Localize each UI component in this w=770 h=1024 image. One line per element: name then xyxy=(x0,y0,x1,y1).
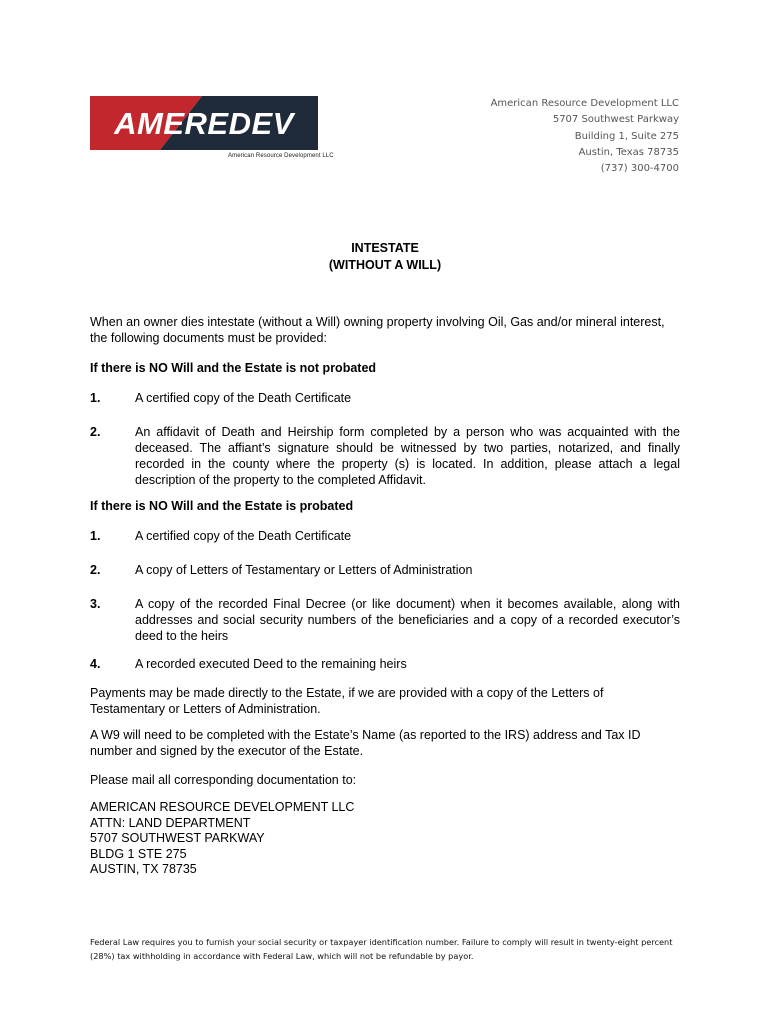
w9-paragraph: A W9 will need to be completed with the Estate’s Name (as reported to the IRS) address and Tax ID number and signed by the executor of the Estate. xyxy=(90,728,641,758)
address-phone: (737) 300-4700 xyxy=(600,163,679,175)
document-title xyxy=(0,240,770,274)
list-item-text: A copy of the recorded Final Decree (or like document) when it becomes available, along with addresses and social security numbers of the beneficiaries and a copy of a recorded executor’s deed to the heirs xyxy=(135,597,680,643)
logo-tagline: American Resource Development LLC xyxy=(228,153,334,159)
list-item-number: 1. xyxy=(90,529,101,543)
mailing-line: ATTN: LAND DEPARTMENT xyxy=(90,815,251,830)
list-item-text: An affidavit of Death and Heirship form completed by a person who was acquainted with the deceased. The affiant’s signature should be witnessed by two parties, notarized, and finally recorded in the county where the property (s) is located. In addition, please attach a legal description of the property to the completed Affidavit. xyxy=(135,425,680,487)
list-item-number: 2. xyxy=(90,425,101,439)
list-item-number: 3. xyxy=(90,597,101,611)
address-line: Building 1, Suite 275 xyxy=(574,130,679,142)
list-item xyxy=(90,596,680,644)
list-item xyxy=(90,656,680,672)
address-line: 5707 Southwest Parkway xyxy=(552,114,679,126)
section-heading-probated: If there is NO Will and the Estate is probated xyxy=(90,499,354,513)
payments-paragraph: Payments may be made directly to the Estate, if we are provided with a copy of the Letters of Testamentary or Letters of Administration. xyxy=(90,686,604,716)
list-item xyxy=(90,528,680,544)
list-item-number: 1. xyxy=(90,391,101,405)
mailing-line: BLDG 1 STE 275 xyxy=(90,846,187,861)
address-line: American Resource Development LLC xyxy=(490,98,679,109)
federal-law-footnote: Federal Law requires you to furnish your social security or taxpayer identification number. Failure to comply will result in twenty-eight percent (28%) tax withholding in accordance with Federal Law, which will not be refundable by payor. xyxy=(90,937,673,961)
title-line-2: (WITHOUT A WILL) xyxy=(328,258,442,272)
list-item xyxy=(90,562,680,578)
mail-instructions: Please mail all corresponding documentation to: xyxy=(90,773,357,787)
list-item-text: A copy of Letters of Testamentary or Letters of Administration xyxy=(135,563,473,577)
address-line: Austin, Texas 78735 xyxy=(578,146,679,158)
list-item-text: A certified copy of the Death Certificate xyxy=(135,529,352,543)
list-item-number: 2. xyxy=(90,563,101,577)
mailing-line: 5707 SOUTHWEST PARKWAY xyxy=(90,831,265,845)
company-address xyxy=(491,96,679,177)
section-heading-not-probated: If there is NO Will and the Estate is not probated xyxy=(90,361,377,375)
logo-wordmark: AMEREDEV xyxy=(114,106,294,141)
list-item-text: A certified copy of the Death Certificate xyxy=(135,391,352,405)
mailing-line: AMERICAN RESOURCE DEVELOPMENT LLC xyxy=(90,800,355,814)
intro-paragraph: When an owner dies intestate (without a Will) owning property involving Oil, Gas and/or mineral interest, the following documents must be provided: xyxy=(90,315,665,345)
list-item-text: A recorded executed Deed to the remaining heirs xyxy=(135,657,407,671)
list-item xyxy=(90,390,680,406)
mailing-address xyxy=(90,800,354,878)
mailing-line: AUSTIN, TX 78735 xyxy=(90,862,197,876)
list-item-number: 4. xyxy=(90,657,101,671)
list-item xyxy=(90,424,680,488)
title-line-1: INTESTATE xyxy=(351,241,419,255)
